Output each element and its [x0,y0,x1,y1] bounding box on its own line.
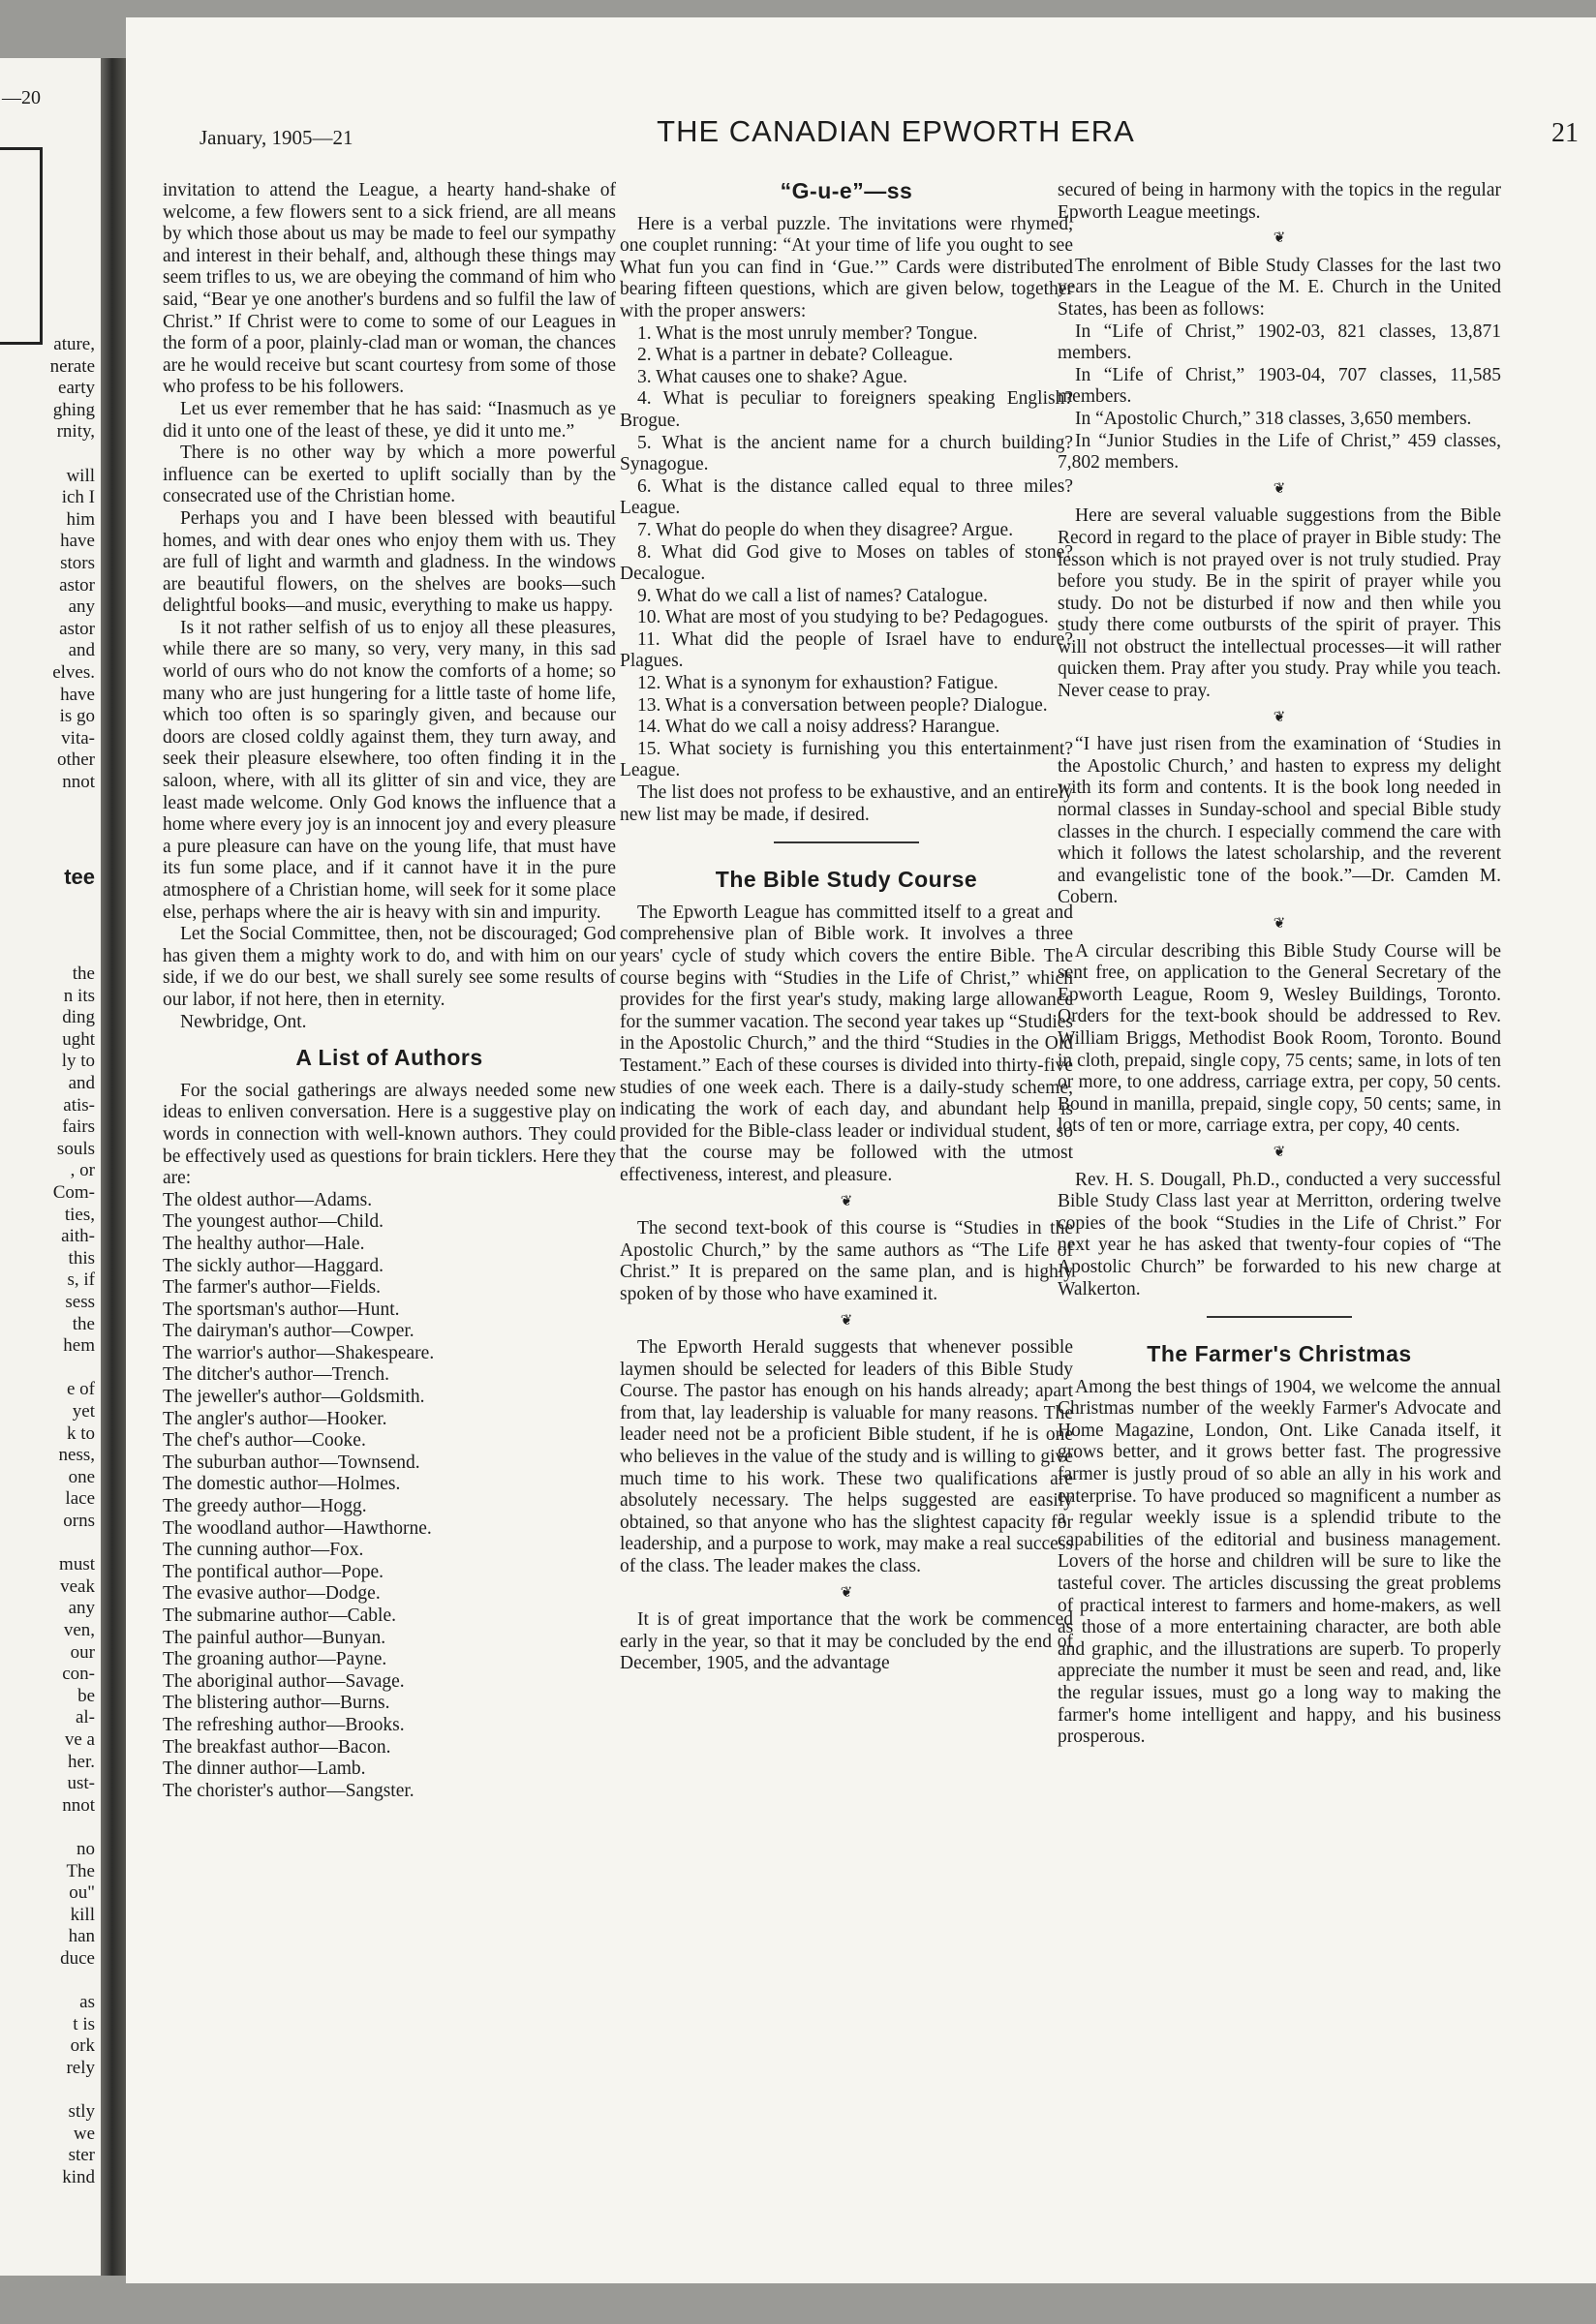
facing-page-fragment-line: astor [59,618,95,639]
facing-page-fragment-line: her. [68,1751,95,1772]
enrolment-line: In “Life of Christ,” 1903-04, 707 classes, 11,585 members. [1058,364,1501,408]
facing-page-fragment-line: veak [60,1575,95,1597]
facing-page-fragment-line: duce [60,1948,95,1969]
ornament-icon: ❦ [1273,709,1286,725]
paragraph: The Epworth League has committed itself to a great and comprehensive plan of Bible work. It involves a three years' cycle of study which covers the entire Bible. The course begins with “Studies in the Life of Christ,” which provides for the first year's study, making large allowance for the summer vacation. The second year takes up “Studies in the Apostolic Church,” and the third “Studies in the Old Testament.” Each of these courses is divided into thirty-five studies of one week each. There is a daily-study scheme, indicating the work of each day, and abundant help is provided for the Bible-class leader or individual student, so that the course may be followed with the utmost effectiveness, interest, and pleasure. [620,902,1073,1185]
question-item: 9. What do we call a list of names? Catalogue. [637,585,988,606]
question-item: 3. What causes one to shake? Ague. [637,366,908,387]
facing-page-fragment-line: nnot [62,772,95,792]
header-date: January, 1905—21 [200,126,353,149]
paragraph: The second text-book of this course is “Studies in the Apostolic Church,” by the same authors as “The Life of Christ.” It is prepared on the same plan, and is highly spoken of by those who have examined it. [620,1218,1073,1304]
facing-page-fragment-line: han [68,1926,95,1947]
question-item: 5. What is the ancient name for a church building? Synagogue. [620,432,1073,475]
question-item: 11. What did the people of Israel have to endure? Plagues. [620,628,1073,672]
paragraph: It is of great importance that the work be commenced early in the year, so that it may be concluded by the end of December, 1905, and the advantage [620,1609,1073,1674]
running-header [200,103,1592,161]
facing-page-fragment-line: ness, [58,1445,95,1466]
facing-page-fragment-line: elves. [52,662,95,683]
paragraph: A circular describing this Bible Study Course will be sent free, on application to the General Secretary of the Epworth League, Room 9, Wesley Buildings, Toronto. Orders for the text-book should be addressed to Rev. William Briggs, Methodist Book Room, Toronto. Bound in cloth, prepaid, single copy, 75 cents; same, in lots of ten or more, to one address, carriage extra, per copy, 50 cents. Bound in manilla, prepaid, single copy, 50 cents; same, in lots of ten or more, carriage extra, per copy, 40 cents. [1058,940,1501,1137]
facing-page-fragment [0,58,101,2276]
author-item: The pontifical author—Pope. [163,1561,384,1582]
facing-page-fragment-line: as [79,1992,95,2013]
authors-list [163,1190,616,1803]
facing-page-fragment-line: , or [70,1160,95,1181]
facing-page-number: —20 [2,87,41,108]
facing-page-fragment-line: is go [59,706,95,727]
facing-page-fragment-line: rnity, [56,421,95,443]
facing-page-fragment-line: n its [63,985,95,1006]
facing-page-fragment-line: ve a [64,1729,95,1750]
author-item: The submarine author—Cable. [163,1605,396,1626]
facing-page-fragment-line: ding [62,1007,95,1028]
facing-page-fragment-line: ly to [61,1051,95,1072]
ornament-icon: ❦ [1273,916,1286,932]
facing-page-fragment-line: stly [68,2101,95,2123]
facing-page-fragment-line: have [60,684,95,705]
facing-page-fragment-line: e of [66,1379,95,1400]
ornament-icon: ❦ [1273,480,1286,497]
author-item: The healthy author—Hale. [163,1233,365,1254]
facing-page-fragment-line: yet [72,1401,95,1422]
question-item: 13. What is a conversation between people? Dialogue. [637,694,1048,716]
ornament-icon: ❦ [1273,230,1286,247]
enrolment-line: In “Apostolic Church,” 318 classes, 3,650 members. [1075,408,1472,429]
facing-page-fragment-line: ust- [67,1773,95,1794]
facing-page-fragment-line: k to [66,1422,95,1444]
author-item: The farmer's author—Fields. [163,1277,381,1299]
guess-intro: Here is a verbal puzzle. The invitations were rhymed, one couplet running: “At your time of life you ought to see What fun you can find in ‘Gue.’” Cards were distributed bearing fifteen questions, which are given below, together with the proper answers: [620,213,1073,321]
paragraph: Let us ever remember that he has said: “Inasmuch as ye did it unto one of the least of these, ye did it unto me.” [163,398,616,442]
column-2 [620,180,1073,1675]
author-item: The chef's author—Cooke. [163,1430,366,1452]
facing-page-fragment-line: nnot [62,1794,95,1816]
facing-page-fragment-line: ghing [52,399,95,420]
author-item: The cunning author—Fox. [163,1540,364,1561]
facing-page-fragment-line: astor [59,574,95,596]
facing-page-fragment-line: no [77,1839,95,1859]
author-item: The sportsman's author—Hunt. [163,1299,400,1320]
author-item: The dinner author—Lamb. [163,1758,366,1780]
section-rule [1207,1316,1352,1318]
facing-page-fragment-line: him [66,508,95,530]
page [126,17,1596,2283]
paragraph: The Epworth Herald suggests that whenever possible laymen should be selected for leaders of this Bible Study Course. The pastor has enough on his hands already; apart from that, lay leadership is valuable for many reasons. The leader need not be a proficient Bible student, if he is one who believes in the value of the study and is willing to give much time to his work. These two qualifications are absolutely necessary. The helps suggested are easily obtained, so that anyone who has the slightest capacity for leadership, and a purpose to work, may make a real success of the class. The leader makes the class. [620,1337,1073,1577]
facing-page-fragment-line: must [59,1554,95,1575]
facing-page-fragment-line: be [77,1685,95,1706]
enrolment-line: In “Life of Christ,” 1902-03, 821 classes, 13,871 members. [1058,321,1501,364]
paragraph: Is it not rather selfish of us to enjoy all these pleasures, while there are so many, so very, very many, in this sad world of ours who do not know the comforts of a home; so many who are just hungering for a little taste of home life, which too often is so sparingly given, and because our doors are closed coldly against them, they turn away, and seek their pleasure elsewhere, too often finding it in the saloon, where, with all its glitter of sin and vice, they are least made welcome. Only God knows the influence that a home where every joy is an innocent joy and every pleasure a pure pleasure can have on the young life, that must have its fun some place, and if it cannot have it in the pure atmosphere of a Christian home, will seek for it some place else, perhaps where the air is heavy with sin and impurity. [163,617,616,923]
facing-page-fragment-line: the [72,963,95,984]
authors-heading: A List of Authors [295,1045,483,1071]
farmer-heading: The Farmer's Christmas [1147,1341,1412,1367]
header-title: THE CANADIAN EPWORTH ERA [657,114,1135,148]
facing-page-fragment-line: and [68,640,95,661]
section-rule [774,841,919,843]
paragraph: Let the Social Committee, then, not be discouraged; God has given them a mighty work to do, and with him on our side, if we do our best, we shall surely see some results of our labor, if not here, then in eternity. [163,924,616,1010]
author-item: The chorister's author—Sangster. [163,1780,414,1801]
facing-page-fragment-line: al- [75,1707,95,1728]
question-item: 2. What is a partner in debate? Colleague. [637,345,954,366]
book-gutter [101,58,126,2276]
facing-page-fragment-line: and [68,1073,95,1093]
facing-page-fragment-line: ven, [63,1620,95,1640]
author-item: The aboriginal author—Savage. [163,1670,405,1692]
question-item: 7. What do people do when they disagree? Argue. [637,519,1014,540]
author-item: The greedy author—Hogg. [163,1496,367,1517]
guess-outro: The list does not profess to be exhaustive, and an entirely new list may be made, if desired. [620,782,1073,825]
question-item: 4. What is peculiar to foreigners speaking English? Brogue. [620,388,1073,431]
author-item: The oldest author—Adams. [163,1189,373,1210]
facing-page-fragment-line: our [70,1641,95,1663]
column-3 [1058,180,1501,1749]
facing-page-fragment-line: ties, [64,1204,95,1225]
facing-page-fragment-line: tee [64,865,95,889]
paragraph: Perhaps you and I have been blessed with beautiful homes, and with dear ones who enjoy them with us. They are full of light and warmth and gladness. In the windows are beautiful flowers, on the shelves are books—such delightful books—and music, everything to make us happy. [163,507,616,617]
facing-page-fragment-line: kind [62,2167,95,2187]
facing-page-fragment-line: souls [56,1138,95,1159]
facing-page-fragment-line: atis- [63,1094,95,1116]
facing-page-fragment-line: Com- [52,1182,95,1203]
paragraph: secured of being in harmony with the topics in the regular Epworth League meetings. [1058,180,1501,223]
facing-page-fragment-line: any [68,596,95,618]
signature: Newbridge, Ont. [180,1011,307,1032]
facing-page-fragment-line: orns [63,1511,95,1531]
guess-heading: “G-u-e”—ss [780,178,913,203]
paragraph: Among the best things of 1904, we welcome the annual Christmas number of the weekly Farmer's Advocate and Home Magazine, London, Ont. Like Canada itself, it grows better, and it grows better fast. The progressive farmer is justly proud of so able an ally in his work and enterprise. To have produced so magnificent a number as a regular weekly issue is a splendid tribute to the capabilities of the editorial and business management. Lovers of the horse and children will be sure to like the tasteful cover. The articles discussing the great problems of practical interest to farmers and home-makers, as well as those of a more entertaining character, are both able and graphic, and the illustrations are superb. To properly appreciate the number it must be seen and read, and, like the regular issues, must go a long way to making the farmer's home intelligent and happy, and his business prosperous. [1058,1376,1501,1748]
author-item: The angler's author—Hooker. [163,1408,387,1429]
question-item: 15. What society is furnishing you this entertainment? League. [620,738,1073,781]
paragraph: invitation to attend the League, a hearty hand-shake of welcome, a few flowers sent to a sick friend, are all means by which those about us may be made to feel our sympathy and interest in their behalf, and, although these things may seem trifles to us, we are obeying the command of him who said, “Bear ye one another's burdens and so fulfil the law of Christ.” If Christ were to come to some of our Leagues in the form of a poor, plainly-clad man or woman, the chances are he would receive but scant courtesy from some of those who profess to be his followers. [163,180,616,398]
author-item: The youngest author—Child. [163,1211,384,1233]
facing-page-fragment-line: The [66,1860,95,1881]
facing-page-fragment-line: the [72,1313,95,1334]
facing-page-fragment-line: vita- [61,727,95,749]
ornament-icon: ❦ [840,1312,853,1329]
facing-page-fragment-line: rely [66,2058,95,2078]
author-item: The sickly author—Haggard. [163,1255,384,1276]
facing-page-fragment-line: one [68,1466,95,1487]
facing-page-fragment-line: kill [70,1904,95,1925]
facing-page-fragment-line: ster [68,2145,95,2166]
question-item: 10. What are most of you studying to be? Pedagogues. [637,607,1049,628]
author-item: The evasive author—Dodge. [163,1583,381,1605]
question-item: 1. What is the most unruly member? Tongue. [637,322,978,344]
paragraph: There is no other way by which a more powerful influence can be exerted to uplift socially than by the consecrated use of the Christian home. [163,443,616,507]
enrolment-paragraph: The enrolment of Bible Study Classes for the last two years in the League of the M. E. Church in the United States, has been as follows: [1058,255,1501,320]
facing-page-fragment-line: hem [63,1335,95,1357]
facing-page-fragment-line: ught [62,1028,95,1050]
facing-page-fragment-line: ature, [53,334,95,354]
facing-page-fragment-line: will [66,465,95,486]
author-item: The suburban author—Townsend. [163,1452,420,1473]
question-item: 12. What is a synonym for exhaustion? Fatigue. [637,673,998,694]
questions-list [620,323,1073,782]
bible-study-heading: The Bible Study Course [715,867,978,893]
author-item: The woodland author—Hawthorne. [163,1517,432,1539]
facing-page-fragment-line: other [56,749,95,771]
facing-page-fragment-line: ork [70,2035,95,2057]
ornament-icon: ❦ [840,1584,853,1601]
paragraph: Here are several valuable suggestions from the Bible Record in regard to the place of prayer in Bible study: The lesson which is not prayed over is not truly studied. Pray before you study. Be in the spirit of prayer while you study. Do not be disturbed if now and then while you study there come outbursts of the spirit of prayer. This will not obstruct the intellectual processes—it will rather quicken them. Pray after you study. Pray while you teach. Never cease to pray. [1058,505,1501,702]
facing-page-fragment-line: con- [62,1664,95,1685]
author-item: The warrior's author—Shakespeare. [163,1342,435,1363]
column-1 [163,180,616,1802]
facing-page-fragment-line: ich I [61,487,95,508]
paragraph: “I have just risen from the examination of ‘Studies in the Apostolic Church,’ and hasten to express my delight with its form and contents. It is the book long needed in normal classes in Sunday-school and special Bible study classes in the church. I especially commend the care with which it follows the latest scholarship, and the reverent and evangelistic tone of the book.”—Dr. Camden M. Cobern. [1058,734,1501,908]
paragraph: Rev. H. S. Dougall, Ph.D., conducted a very successful Bible Study Class last year at Merritton, ordering twelve copies of the book “Studies in the Life of Christ.” For next year he has asked that twenty-four copies of “The Apostolic Church” be forwarded to his new charge at Walkerton. [1058,1169,1501,1300]
author-item: The painful author—Bunyan. [163,1627,386,1648]
facing-page-fragment-line: aith- [61,1226,95,1247]
author-item: The domestic author—Holmes. [163,1474,401,1495]
enrolment-line: In “Junior Studies in the Life of Christ,” 459 classes, 7,802 members. [1058,430,1501,474]
facing-page-fragment-line: s, if [67,1269,95,1291]
facing-page-fragment-line: any [68,1598,95,1619]
author-item: The groaning author—Payne. [163,1649,387,1670]
ornament-icon: ❦ [1273,1144,1286,1160]
facing-page-fragment-line: we [73,2123,95,2144]
question-item: 8. What did God give to Moses on tables of stone? Decalogue. [620,541,1073,585]
facing-page-fragment-line: fairs [62,1116,95,1138]
facing-page-fragment-line: sess [65,1292,95,1312]
header-page-number: 21 [1551,118,1579,148]
facing-page-fragment-line: have [60,531,95,552]
author-item: The refreshing author—Brooks. [163,1714,405,1735]
facing-page-box [0,147,43,345]
ornament-icon: ❦ [840,1193,853,1209]
author-item: The jeweller's author—Goldsmith. [163,1387,425,1408]
facing-page-fragment-line: earty [58,378,95,399]
facing-page-fragment-line: stors [60,553,95,573]
facing-page-fragment-line: nerate [49,355,95,377]
facing-page-fragment-line: ou" [69,1882,95,1904]
facing-page-fragment-line: lace [65,1488,95,1510]
facing-page-fragment-line: t is [73,2013,95,2034]
author-item: The breakfast author—Bacon. [163,1736,391,1758]
author-item: The ditcher's author—Trench. [163,1364,390,1386]
author-item: The blistering author—Burns. [163,1693,390,1714]
authors-intro: For the social gatherings are always needed some new ideas to enliven conversation. Here is a suggestive play on words in connection with well-known authors. They could be effectively used as questions for brain ticklers. Here they are: [163,1080,616,1189]
question-item: 14. What do we call a noisy address? Harangue. [637,717,1000,738]
question-item: 6. What is the distance called equal to three miles? League. [620,475,1073,519]
facing-page-fragment-line: this [68,1247,95,1269]
author-item: The dairyman's author—Cowper. [163,1321,414,1342]
